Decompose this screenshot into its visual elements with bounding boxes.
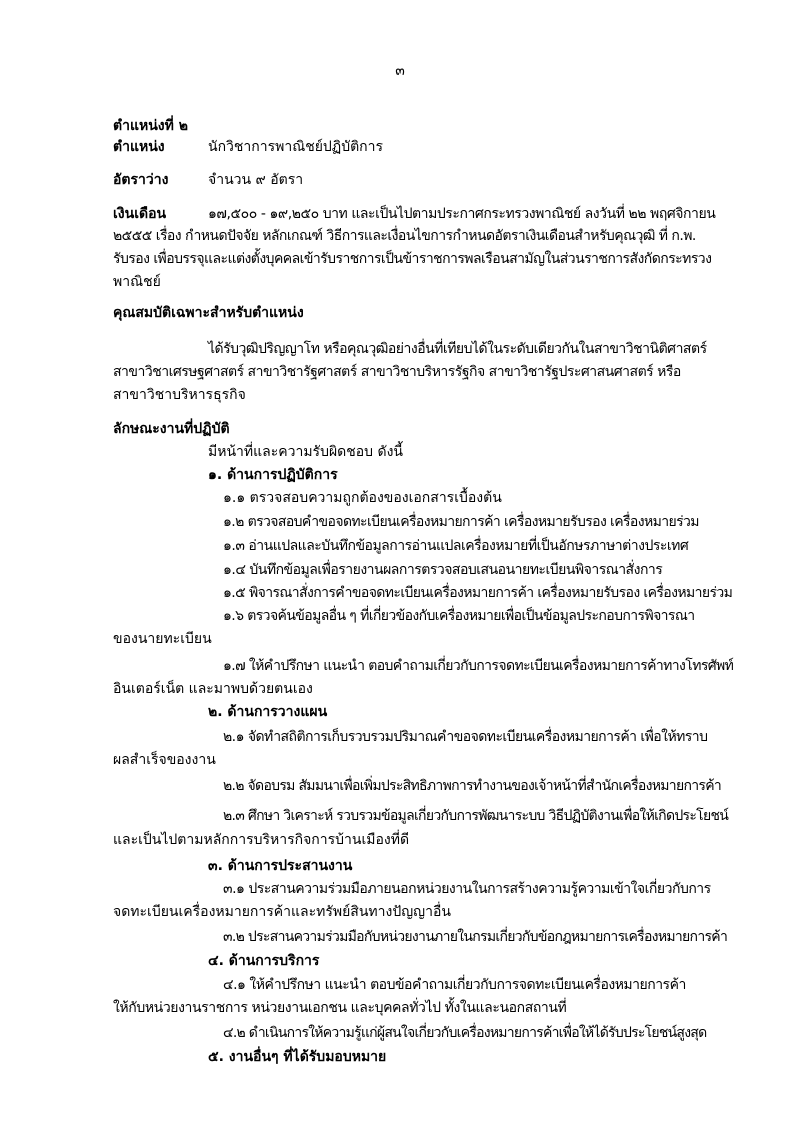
salary-line-4: พาณิชย์ — [113, 274, 161, 290]
duties-intro: มีหน้าที่และความรับผิดชอบ ดังนี้ — [208, 444, 404, 460]
section-3-item-1: ๓.๑ ประสานความร่วมมือภายนอกหน่วยงานในการสร้างความรู้ความเข้าใจเกี่ยวกับการ — [223, 881, 711, 897]
position-label: ตำแหน่ง — [113, 139, 165, 155]
section-2-item-3-cont: และเป็นไปตามหลักการบริหารกิจการบ้านเมืองที่ดี — [113, 832, 410, 848]
qualifications-line-3: สาขาวิชาบริหารธุรกิจ — [113, 387, 246, 403]
section-1-item-3: ๑.๓ อ่านแปลและบันทึกข้อมูลการอ่านแปลเครื่องหมายที่เป็นอักษรภาษาต่างประเทศ — [223, 538, 689, 554]
section-1-item-2: ๑.๒ ตรวจสอบคำขอจดทะเบียนเครื่องหมายการค้า เครื่องหมายรับรอง เครื่องหมายร่วม — [223, 514, 699, 530]
section-1-item-5: ๑.๕ พิจารณาสั่งการคำขอจดทะเบียนเครื่องหมายการค้า เครื่องหมายรับรอง เครื่องหมายร่วม — [223, 585, 733, 601]
salary-line-3: รับรอง เพื่อบรรจุและแต่งตั้งบุคคลเข้ารับราชการเป็นข้าราชการพลเรือนสามัญในส่วนราชการสังกัดกระทรวง — [113, 251, 712, 267]
section-4-item-1-cont: ให้กับหน่วยงานราชการ หน่วยงานเอกชน และบุคคลทั่วไป ทั้งในและนอกสถานที่ — [113, 1000, 567, 1016]
section-1-item-4: ๑.๔ บันทึกข้อมูลเพื่อรายงานผลการตรวจสอบเสนอนายทะเบียนพิจารณาสั่งการ — [223, 562, 663, 578]
section-3-item-1-cont: จดทะเบียนเครื่องหมายการค้าและทรัพย์สินทางปัญญาอื่น — [113, 904, 451, 920]
duties-heading: ลักษณะงานที่ปฏิบัติ — [113, 421, 230, 437]
section-5-title: ๕. งานอื่นๆ ที่ได้รับมอบหมาย — [208, 1049, 387, 1065]
position-value: นักวิชาการพาณิชย์ปฏิบัติการ — [208, 139, 384, 155]
section-3-title: ๓. ด้านการประสานงาน — [208, 858, 353, 874]
section-4-title: ๔. ด้านการบริการ — [208, 953, 320, 969]
section-2-item-3: ๒.๓ ศึกษา วิเคราะห์ รวบรวมข้อมูลเกี่ยวกับการพัฒนาระบบ วิธีปฏิบัติงานเพื่อให้เกิดประโยชน์ — [223, 808, 729, 824]
section-4-item-1: ๔.๑ ให้คำปรึกษา แนะนำ ตอบข้อคำถามเกี่ยวกับการจดทะเบียนเครื่องหมายการค้า — [223, 977, 686, 993]
salary-line-2: ๒๕๕๕ เรื่อง กำหนดปัจจัย หลักเกณฑ์ วิธีการและเงื่อนไขการกำหนดอัตราเงินเดือนสำหรับคุณวุฒิ ที่ ก.พ. — [113, 228, 696, 244]
position-number: ตำแหน่งที่ ๒ — [113, 118, 188, 134]
section-2-item-1: ๒.๑ จัดทำสถิติการเก็บรวบรวมปริมาณคำขอจดทะเบียนเครื่องหมายการค้า เพื่อให้ทราบ — [223, 729, 708, 745]
vacancies-label: อัตราว่าง — [113, 172, 169, 188]
section-2-title: ๒. ด้านการวางแผน — [208, 704, 328, 720]
vacancies-value: จำนวน ๙ อัตรา — [208, 172, 304, 188]
section-1-item-7-cont: อินเตอร์เน็ต และมาพบด้วยตนเอง — [113, 681, 313, 697]
section-1-title: ๑. ด้านการปฏิบัติการ — [208, 467, 338, 483]
page-number: ๓ — [395, 63, 405, 79]
section-2-item-2: ๒.๒ จัดอบรม สัมมนาเพื่อเพิ่มประสิทธิภาพการทำงานของเจ้าหน้าที่สำนักเครื่องหมายการค้า — [223, 778, 722, 794]
section-3-item-2: ๓.๒ ประสานความร่วมมือกับหน่วยงานภายในกรมเกี่ยวกับข้อกฎหมายการเครื่องหมายการค้า — [223, 929, 728, 945]
salary-line-1: ๑๗,๕๐๐ - ๑๙,๒๕๐ บาท และเป็นไปตามประกาศกระทรวงพาณิชย์ ลงวันที่ ๒๒ พฤศจิกายน — [208, 206, 716, 222]
section-1-item-1: ๑.๑ ตรวจสอบความถูกต้องของเอกสารเบื้องต้น — [223, 490, 502, 506]
section-1-item-6-cont: ของนายทะเบียน — [113, 631, 212, 647]
section-1-item-7: ๑.๗ ให้คำปรึกษา แนะนำ ตอบคำถามเกี่ยวกับการจดทะเบียนเครื่องหมายการค้าทางโทรศัพท์ — [223, 658, 734, 674]
section-4-item-2: ๔.๒ ดำเนินการให้ความรู้แก่ผู้สนใจเกี่ยวกับเครื่องหมายการค้าเพื่อให้ได้รับประโยชน์สูงสุด — [223, 1025, 707, 1041]
section-1-item-6: ๑.๖ ตรวจค้นข้อมูลอื่น ๆ ที่เกี่ยวข้องกับเครื่องหมายเพื่อเป็นข้อมูลประกอบการพิจารณา — [223, 608, 695, 624]
section-2-item-1-cont: ผลสำเร็จของงาน — [113, 752, 216, 768]
salary-label: เงินเดือน — [113, 206, 167, 222]
qualifications-heading: คุณสมบัติเฉพาะสำหรับตำแหน่ง — [113, 305, 304, 321]
qualifications-line-1: ได้รับวุฒิปริญญาโท หรือคุณวุฒิอย่างอื่นที่เทียบได้ในระดับเดียวกันในสาขาวิชานิติศาสตร์ — [208, 341, 707, 357]
qualifications-line-2: สาขาวิชาเศรษฐศาสตร์ สาขาวิชารัฐศาสตร์ สาขาวิชาบริหารรัฐกิจ สาขาวิชารัฐประศาสนศาสตร์ หรือ — [113, 364, 681, 380]
